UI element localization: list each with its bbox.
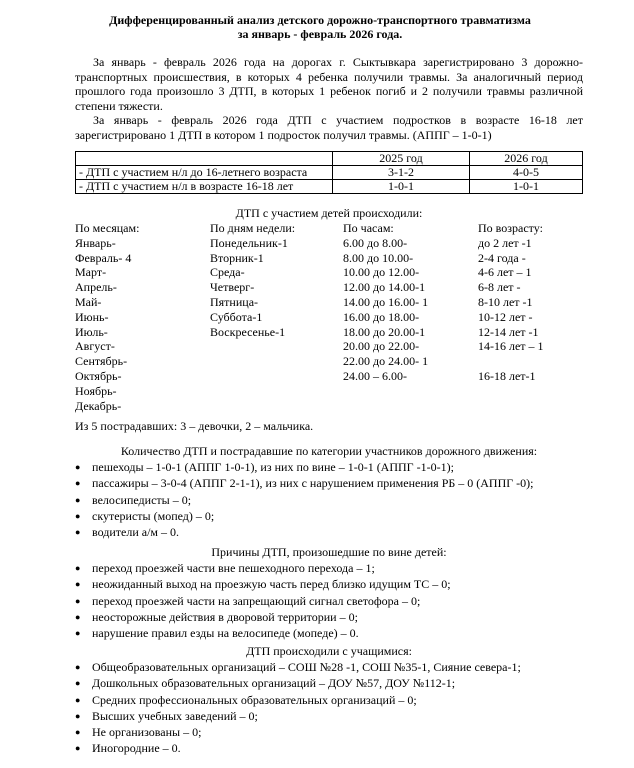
table-cell: 3-1-2 xyxy=(333,166,470,180)
age-item: 2-4 года - xyxy=(478,250,526,265)
table-cell: 1-0-1 xyxy=(470,180,583,194)
list-item: ● скутеристы (мопед) – 0; xyxy=(75,509,595,525)
column-header: По дням недели: xyxy=(210,221,296,235)
column-header: По возрасту: xyxy=(478,221,543,235)
month-item: Июль- xyxy=(75,324,108,339)
weekday-item: Понедельник-1 xyxy=(210,235,288,250)
age-item xyxy=(478,354,544,369)
hour-item: 10.00 до 12.00- xyxy=(343,265,420,280)
list-item: ● неосторожные действия в дворовой территории – 0; xyxy=(75,610,595,626)
month-item: Декабрь- xyxy=(75,398,122,413)
list-item: ● Высших учебных заведений – 0; xyxy=(75,709,595,725)
age-item: 6-8 лет - xyxy=(478,280,521,295)
list-item: ● неожиданный выход на проезжую часть перед близко идущим ТС – 0; xyxy=(75,577,595,593)
table-cell: - ДТП с участием н/л до 16-летнего возраста xyxy=(76,166,333,180)
hour-item: 20.00 до 22.00- xyxy=(343,339,420,354)
weekday-item: Среда- xyxy=(210,265,245,280)
weekday-item: Пятница- xyxy=(210,294,259,309)
list-item: ● водители а/м – 0. xyxy=(75,525,595,541)
table-cell: 4-0-5 xyxy=(470,166,583,180)
weekday-item: Четверг- xyxy=(210,280,255,295)
ages-column xyxy=(478,221,544,384)
table-header-cell: 2026 год xyxy=(470,152,583,166)
month-item: Ноябрь- xyxy=(75,383,117,398)
month-item: Январь- xyxy=(75,235,116,250)
list-item: ● пешеходы – 1-0-1 (АППГ 1-0-1), из них по вине – 1-0-1 (АППГ -1-0-1); xyxy=(75,460,595,476)
column-header: По месяцам: xyxy=(75,221,140,235)
causes-list xyxy=(75,561,595,642)
list-item: ● велосипедисты – 0; xyxy=(75,493,595,509)
age-item: 12-14 лет -1 xyxy=(478,324,539,339)
list-item: ● нарушение правил езды на велосипеде (мопеде) – 0. xyxy=(75,626,595,642)
title-line-2: за январь - февраль 2026 года. xyxy=(237,27,403,41)
age-item: 4-6 лет – 1 xyxy=(478,265,532,280)
age-item: 8-10 лет -1 xyxy=(478,294,533,309)
age-item: 10-12 лет - xyxy=(478,309,533,324)
list-item: ● переход проезжей части на запрещающий сигнал светофора – 0; xyxy=(75,594,595,610)
hour-item: 8.00 до 10.00- xyxy=(343,250,414,265)
hour-item: 24.00 – 6.00- xyxy=(343,368,407,383)
weekday-item: Воскресенье-1 xyxy=(210,324,286,339)
month-item: Февраль- 4 xyxy=(75,250,132,265)
month-item: Сентябрь- xyxy=(75,354,128,369)
weekdays-column xyxy=(210,221,295,339)
intro-paragraph-2: За январь - февраль 2026 года ДТП с участием подростков в возрасте 16-18 лет зарегистрировано 1 ДТП в котором 1 подросток получил травмы. (АППГ – 1-0-1) xyxy=(75,113,583,142)
list-item: ● Средних профессиональных образовательных организаций – 0; xyxy=(75,693,595,709)
table-cell: 1-0-1 xyxy=(333,180,470,194)
comparison-table xyxy=(75,151,583,194)
document-title xyxy=(60,13,580,41)
hours-column xyxy=(343,221,428,384)
weekday-item: Суббота-1 xyxy=(210,309,263,324)
hour-item: 16.00 до 18.00- xyxy=(343,309,420,324)
table-header-row xyxy=(76,152,583,166)
hour-item: 6.00 до 8.00- xyxy=(343,235,408,250)
month-item: Август- xyxy=(75,339,115,354)
age-item: 16-18 лет-1 xyxy=(478,368,536,383)
table-row xyxy=(76,180,583,194)
months-column xyxy=(75,221,139,413)
table-cell: - ДТП с участием н/л в возрасте 16-18 лет xyxy=(76,180,333,194)
students-list xyxy=(75,660,595,758)
month-item: Июнь- xyxy=(75,309,109,324)
month-item: Октябрь- xyxy=(75,368,122,383)
participants-list xyxy=(75,460,595,541)
hour-item: 22.00 до 24.00- 1 xyxy=(343,354,429,369)
table-row xyxy=(76,166,583,180)
participants-heading: Количество ДТП и пострадавшие по категории участников дорожного движения: xyxy=(120,444,538,458)
list-item: ● переход проезжей части вне пешеходного перехода – 1; xyxy=(75,561,595,577)
column-header: По часам: xyxy=(343,221,394,235)
hour-item: 18.00 до 20.00-1 xyxy=(343,324,426,339)
weekday-item: Вторник-1 xyxy=(210,250,264,265)
table-header-cell: 2025 год xyxy=(333,152,470,166)
age-item: до 2 лет -1 xyxy=(478,235,532,250)
list-item: ● Дошкольных образовательных организаций – ДОУ №57, ДОУ №112-1; xyxy=(75,676,595,692)
students-heading: ДТП происходили с учащимися: xyxy=(246,644,412,658)
hour-item: 12.00 до 14.00-1 xyxy=(343,280,426,295)
month-item: Март- xyxy=(75,265,107,280)
list-item: ● пассажиры – 3-0-4 (АППГ 2-1-1), из них с нарушением применения РБ – 0 (АППГ -0); xyxy=(75,476,595,492)
victims-line: Из 5 пострадавших: 3 – девочки, 2 – мальчика. xyxy=(75,419,314,433)
causes-heading: Причины ДТП, произошедшие по вине детей: xyxy=(211,545,447,559)
table-header-cell xyxy=(76,152,333,166)
title-line-1: Дифференцированный анализ детского дорожно-транспортного травматизма xyxy=(109,13,531,27)
breakdown-heading: ДТП с участием детей происходили: xyxy=(235,206,423,220)
list-item: ● Иногородние – 0. xyxy=(75,741,595,757)
age-item: 14-16 лет – 1 xyxy=(478,339,544,354)
month-item: Май- xyxy=(75,294,102,309)
hour-item: 14.00 до 16.00- 1 xyxy=(343,294,429,309)
intro-paragraph-1: За январь - февраль 2026 года на дорогах г. Сыктывкара зарегистрировано 3 дорожно-транспортных происшествия, в которых 4 ребенка получили травмы. За аналогичный период прошлого года произошло 3 ДТП, в которых 1 ребенок погиб и 2 получили травмы различной степени тяжести. xyxy=(75,55,583,113)
list-item: ● Не организованы – 0; xyxy=(75,725,595,741)
month-item: Апрель- xyxy=(75,280,117,295)
list-item: ● Общеобразовательных организаций – СОШ №28 -1, СОШ №35-1, Сияние севера-1; xyxy=(75,660,595,676)
